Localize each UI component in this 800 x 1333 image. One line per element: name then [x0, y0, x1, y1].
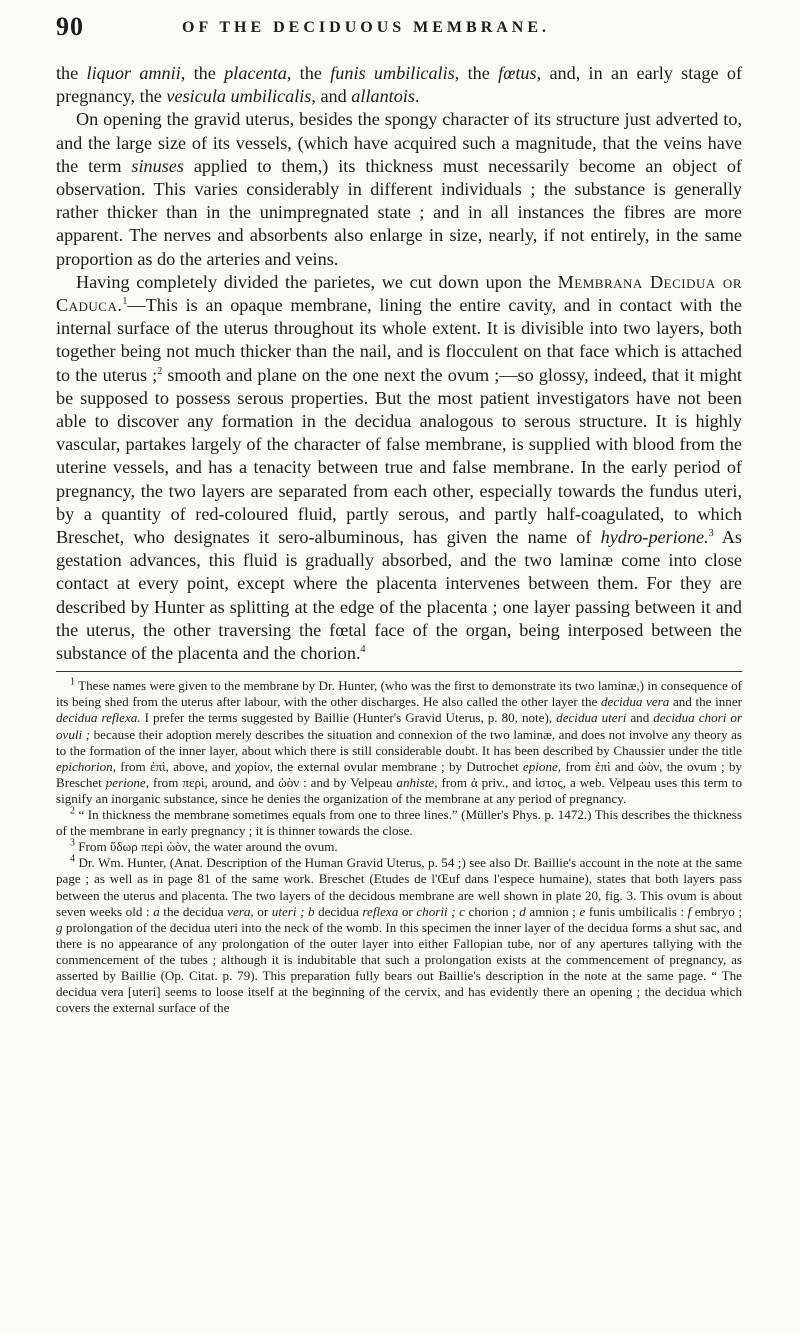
italic-term: hydro-perione. [600, 527, 709, 548]
text: from ἐπὶ, above, and χορίον, the external ovular membrane ; by Dutrochet [116, 758, 523, 774]
text: From ὕδωρ περὶ ὠὸν, the water around the ovum. [75, 839, 338, 855]
text: and the inner [669, 694, 742, 710]
italic-term: funis umbilicalis [330, 63, 455, 83]
text: I prefer the terms suggested by Baillie (Hunter's Gravid Uterus, p. 80, note), [140, 710, 557, 726]
text: , the [180, 63, 225, 83]
italic-term: perione, [105, 774, 150, 790]
text: chorion ; [464, 903, 520, 919]
running-title: OF THE DECIDUOUS MEMBRANE. [182, 19, 551, 36]
text: the decidua [159, 903, 228, 919]
text: As gestation advances, this fluid is gradually absorbed, and the two laminæ come into close contact at every point, except where the placenta intervenes between them. For they are described by Hunter as splitting at the edge of the placenta ; one layer passing between it and the uterus, the other traversing the fœtal face of the organ, being interposed between the substance of the placenta and the chorion. [56, 527, 742, 664]
italic-term: g [56, 919, 63, 935]
footnote-1 [56, 678, 742, 807]
footnote-ref: 4 [360, 644, 366, 656]
italic-term: chorii ; c [416, 903, 465, 919]
footnote-ref: 1 [122, 295, 128, 307]
text: On opening the gravid uterus, besides the spongy character of its structure just adverted to, and the large size of its vessels, (which have acquired such a magnitude, that the veins have the term [56, 109, 742, 176]
text: Dr. Wm. Hunter, (Anat. Description of the Human Gravid Uterus, p. 54 ;) see also Dr. Baillie's account in the note at the same page ; as well as in page 81 of the same work. Breschet (Etudes de l'Œuf dans l'espece humaine), states that both layers pass between the uterus and placenta. The two layers of the decidous membrane are well shown in plate 20, fig. 3. This ovum is about seven weeks old : [56, 855, 742, 919]
italic-term: decidua uteri [556, 710, 627, 726]
footnote-2 [56, 807, 742, 839]
footnote-number: 4 [70, 853, 75, 865]
footnote-ref: 2 [157, 365, 163, 377]
italic-term: allantois [351, 86, 415, 107]
main-text [56, 62, 742, 665]
text: and [626, 710, 654, 726]
text: smooth and plane on the one next the ovum ;—so glossy, indeed, that it might be supposed to possess serous properties. But the most patient investigators have not been able to discover any formation in the decidua analogous to serous structure. It is highly vascular, partakes largely of the character of false membrane, is supplied with blood from the uterine vessels, and has a tenacity between true and false membrane. In the early period of pregnancy, the two layers are separated from each other, especially towards the fundus uteri, by a quantity of red-coloured fluid, partly serous, and partly half-coagulated, to which Breschet, who designates it sero-albuminous, has given the name of [56, 364, 742, 548]
italic-term: vera, [227, 903, 254, 919]
italic-term: fœtus [498, 63, 537, 83]
italic-term: reflexa [362, 903, 399, 919]
text: or [253, 903, 272, 919]
paragraph-2 [56, 108, 742, 270]
text: or [398, 903, 417, 919]
italic-term: anhiste, [396, 774, 438, 790]
text: Having completely divided the parietes, we cut down upon the [76, 271, 558, 292]
paragraph-3 [56, 271, 742, 665]
footnote-divider [56, 671, 742, 672]
italic-term: decidua vera [600, 694, 670, 710]
footnotes [56, 678, 742, 1016]
footnote-number: 1 [70, 676, 75, 688]
text: , the [454, 63, 499, 83]
text: These names were given to the membrane by Dr. Hunter, (who was the first to demonstrate its two laminæ,) in consequence of its being shed from the uterus after labour, with the other discharges. He also called the other layer the [56, 678, 742, 710]
italic-term: epione, [522, 758, 562, 774]
page-header [56, 0, 742, 52]
footnote-3 [56, 839, 742, 855]
footnote-number: 3 [70, 837, 75, 849]
footnote-number: 2 [70, 805, 75, 817]
italic-term: liquor amnii [86, 63, 181, 83]
text: , the [286, 63, 331, 83]
text: the [56, 63, 87, 83]
text: from ἐπὶ and ὠὸν, the ovum ; by Breschet [56, 758, 742, 790]
footnote-4 [56, 855, 742, 1016]
text: , and, in an early stage of pregnancy, the [56, 63, 742, 107]
italic-term: uteri ; b [271, 903, 315, 919]
text: because their adoption merely describes the situation and connexion of the two laminæ, and does not involve any theory as to the formation of the inner layer, about which there is still considerable doubt. It has been described by Chaussier under the title [56, 726, 742, 758]
text: from ἀ priv., and ἱστος, a web. Velpeau uses this term to signify an inorganic substance, since he denies the organization of the membrane at any period of pregnancy. [56, 774, 742, 806]
italic-term: e [579, 903, 586, 919]
italic-term: a [153, 903, 160, 919]
italic-term: vesicula umbilicalis [166, 86, 312, 107]
text: embryo ; [691, 903, 742, 919]
text: , and [311, 86, 352, 107]
text: funis umbilicalis : [585, 903, 688, 919]
text: . [414, 86, 420, 107]
text: “ In thickness the membrane sometimes equals from one to three lines.” (Müller's Phys. p. 1472.) This describes the thickness of the membrane in early pregnancy ; it is thinner towards the close. [56, 807, 742, 839]
page-number: 90 [56, 12, 84, 41]
text: applied to them,) its thickness must necessarily become an object of observation. This varies considerably in different individuals ; the substance is generally rather thicker than in the unimpregnated state ; and in all instances the fibres are more apparent. The nerves and absorbents also enlarge in size, nearly, if not entirely, in the same proportion as do the arteries and veins. [56, 155, 742, 269]
text: prolongation of the decidua uteri into the neck of the womb. In this specimen the inner layer of the decidua forms a shut sac, and there is no appearance of any prolongation of the outer layer into either Fallopian tube, nor of any apertures tallying with the commencement of the tubes ; although it is indubitable that such a prolongation exists at the commencement of pregnancy, as asserted by Baillie (Op. Citat. p. 79). This preparation fully bears out Baillie's description in the note at the same page. “ The decidua vera [uteri] seems to loose itself at the beginning of the cervix, and has evidently there an opening ; the decidua which covers the external surface of the [56, 919, 742, 1016]
text: amnion ; [525, 903, 580, 919]
section-heading: Membrana Decidua or Caduca. [56, 271, 742, 316]
footnote-ref: 3 [708, 528, 714, 539]
italic-term: decidua chori or ovuli ; [56, 710, 742, 742]
italic-term: d [519, 903, 526, 919]
text: from περὶ, around, and ὠὸν : and by Velpeau [149, 774, 397, 790]
italic-term: decidua reflexa. [56, 710, 141, 726]
paragraph-1 [56, 62, 742, 108]
text: —This is an opaque membrane, lining the entire cavity, and in contact with the internal surface of the uterus throughout its whole extent. It is divisible into two layers, both together being not much thicker than the nail, and is flocculent on that face which is attached to the uterus ; [56, 295, 742, 385]
italic-term: f [687, 903, 692, 919]
text: decidua [314, 903, 363, 919]
italic-term: epichorion, [56, 758, 117, 774]
italic-term: placenta [224, 63, 287, 83]
italic-term: sinuses [131, 155, 184, 176]
